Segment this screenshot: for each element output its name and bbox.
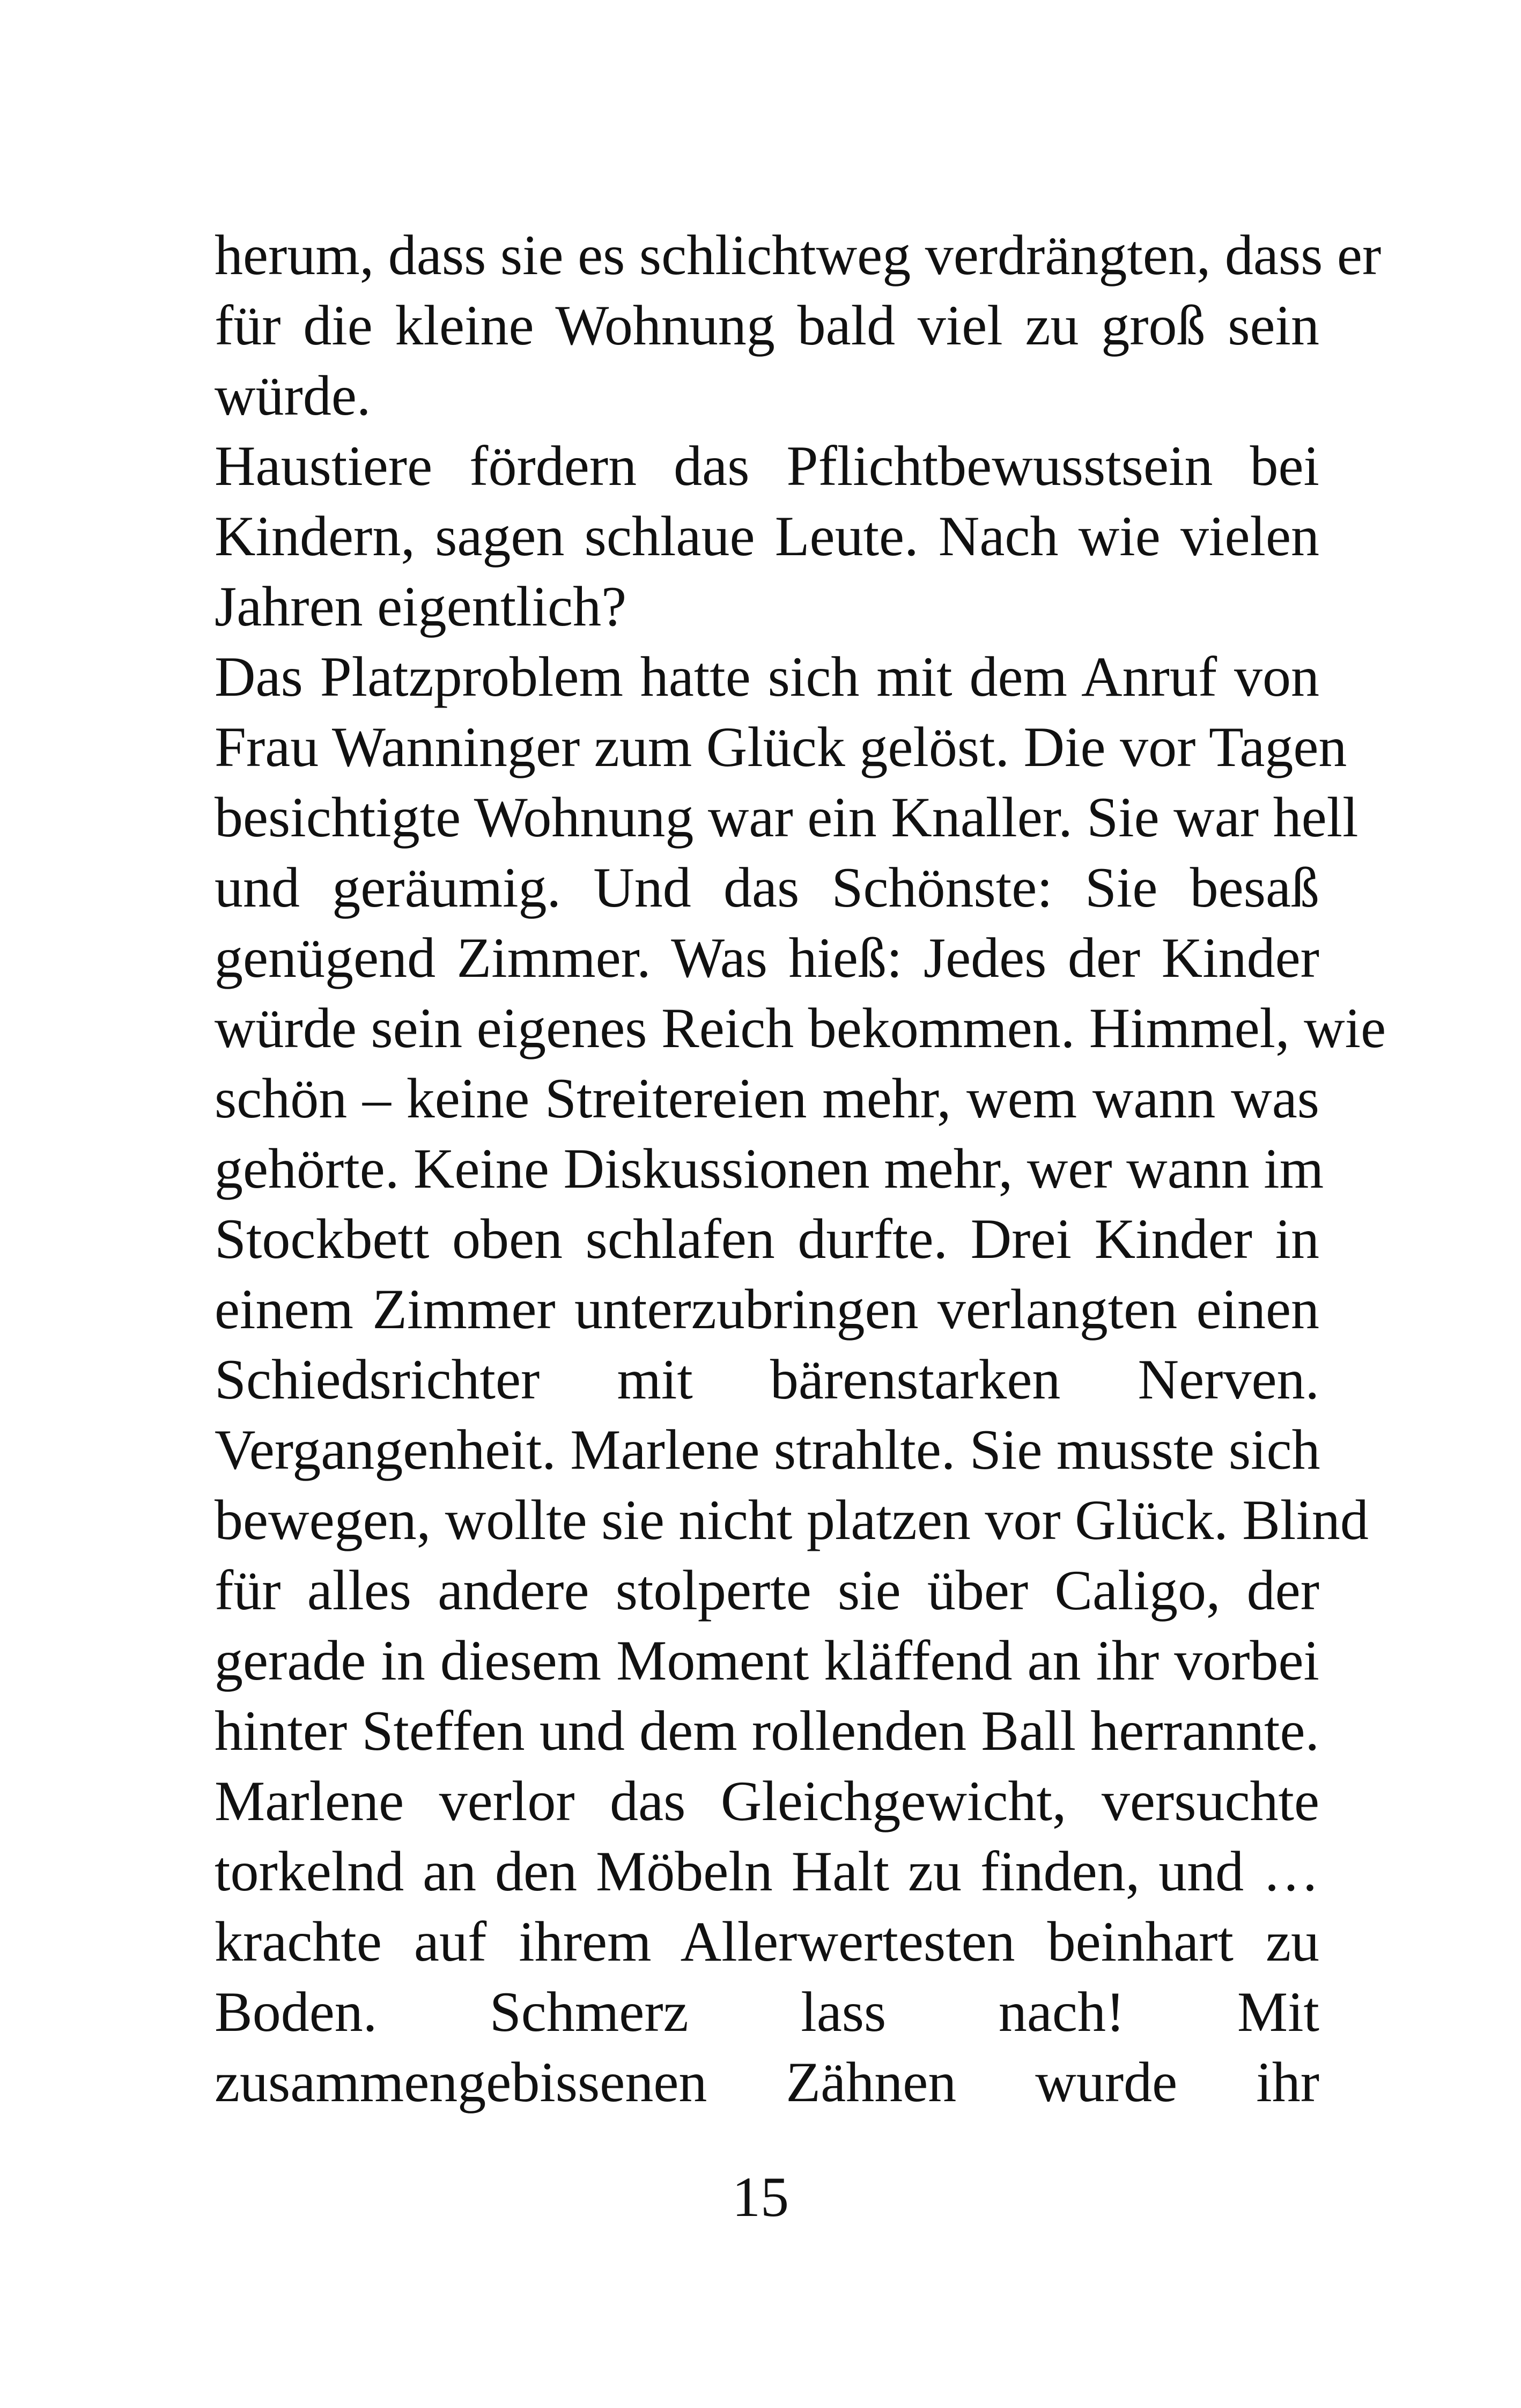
text-line: Das Platzproblem hatte sich mit dem Anruf von [215,645,1319,708]
text-line: genügend Zimmer. Was hieß: Jedes der Kinder [215,926,1319,989]
body-text [215,220,1386,2117]
text-line: Stockbett oben schlafen durfte. Drei Kinder in [215,1207,1319,1270]
text-line: herum, dass sie es schlichtweg verdrängten, dass er [215,224,1382,286]
text-line: Frau Wanninger zum Glück gelöst. Die vor Tagen [215,716,1347,778]
text-line: würde sein eigenes Reich bekommen. Himmel, wie [215,997,1386,1059]
text-line: Vergangenheit. Marlene strahlte. Sie musste sich [215,1418,1320,1481]
text-line: Marlene verlor das Gleichgewicht, versuchte [215,1770,1319,1832]
text-line: besichtigte Wohnung war ein Knaller. Sie war hell [215,786,1358,849]
text-line: würde. [215,364,371,427]
text-line: torkelnd an den Möbeln Halt zu finden, und … [215,1840,1319,1903]
text-line: schön – keine Streitereien mehr, wem wann was [215,1067,1319,1130]
text-line: für die kleine Wohnung bald viel zu groß sein [215,294,1319,357]
text-line: und geräumig. Und das Schönste: Sie besaß [215,856,1319,919]
text-line: Kindern, sagen schlaue Leute. Nach wie vielen [215,505,1319,568]
text-line: Schiedsrichter mit bärenstarken Nerven. [215,1348,1319,1411]
text-line: Boden. Schmerz lass nach! Mit [215,1980,1319,2043]
text-line: Haustiere fördern das Pflichtbewusstsein bei [215,435,1319,497]
text-line: zusammengebissenen Zähnen wurde ihr [215,2051,1319,2114]
text-line: für alles andere stolperte sie über Caligo, der [215,1559,1319,1622]
text-line: krachte auf ihrem Allerwertesten beinhart zu [215,1910,1319,1973]
page-number: 15 [732,2166,789,2228]
text-line: bewegen, wollte sie nicht platzen vor Glück. Blind [215,1489,1369,1551]
text-line: Jahren eigentlich? [215,575,627,638]
text-line: gerade in diesem Moment kläffend an ihr vorbei [215,1629,1319,1692]
text-line: gehörte. Keine Diskussionen mehr, wer wann im [215,1137,1324,1200]
text-line: hinter Steffen und dem rollenden Ball herrannte. [215,1699,1319,1762]
text-line: einem Zimmer unterzubringen verlangten einen [215,1278,1319,1341]
